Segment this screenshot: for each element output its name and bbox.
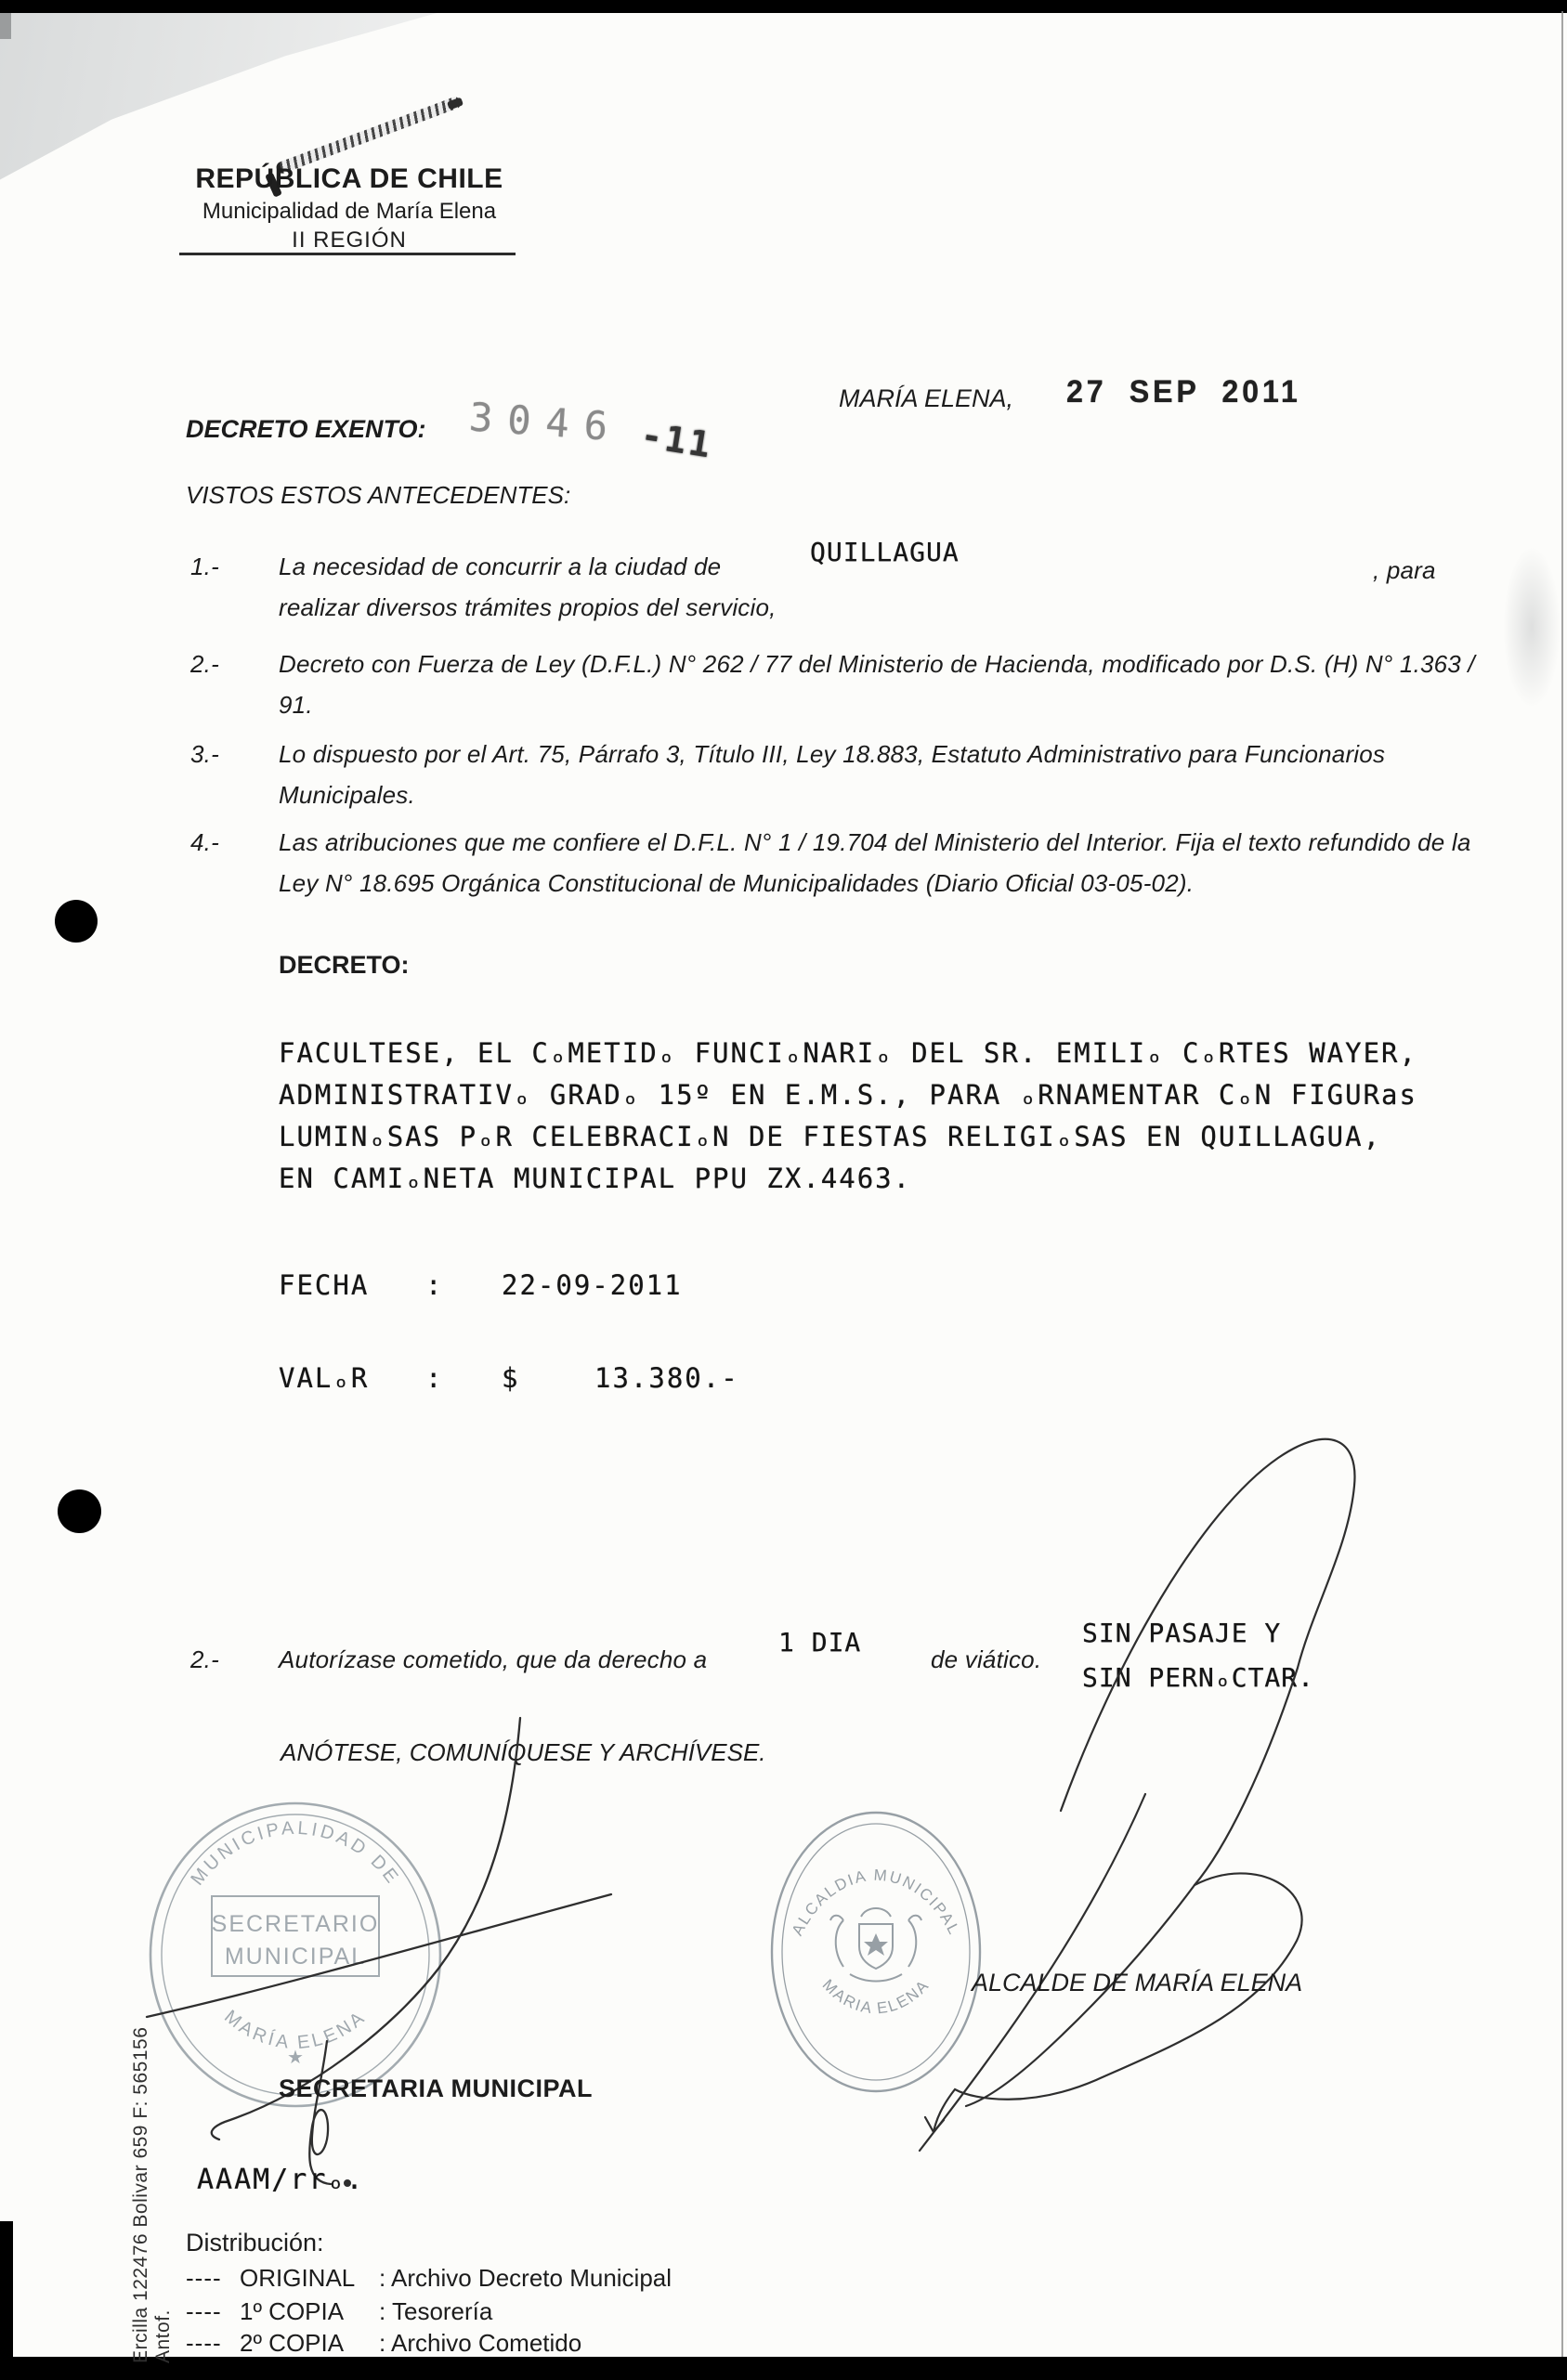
- alcaldia-seal-ring-bottom: MARIA ELENA: [818, 1975, 934, 2018]
- secretaria-seal: [150, 1803, 440, 2106]
- decreto-typed-line-3: LUMINₒSAS PₒR CELEBRACIₒN DE FIESTAS RELIGIₒSAS EN QUILLAGUA,: [279, 1121, 1382, 1152]
- cometido-note-line1-typed: SIN PASAJE Y: [1082, 1618, 1282, 1648]
- alcalde-title: ALCALDE DE MARÍA ELENA: [972, 1969, 1303, 1996]
- antecedente-1-text: La necesidad de concurrir a la ciudad de: [279, 553, 722, 580]
- antecedente-1-text-after: , para: [1373, 556, 1436, 584]
- secretaria-seal-box-line1: SECRETARIO: [211, 1911, 380, 1937]
- secretaria-title: SECRETARIA MUNICIPAL: [279, 2074, 593, 2102]
- distribution-title: Distribución:: [186, 2229, 324, 2256]
- antecedente-1-num: 1.-: [190, 553, 219, 580]
- valor-currency: $: [502, 1362, 520, 1394]
- decreto-typed-line-4: EN CAMIₒNETA MUNICIPAL PPU ZX.4463.: [279, 1163, 912, 1194]
- antecedente-3-text: Lo dispuesto por el Art. 75, Párrafo 3, Título III, Ley 18.883, Estatuto Administrativo para Funcionarios Municipales.: [279, 740, 1386, 809]
- valor-label: VALₒR: [279, 1362, 370, 1394]
- svg-text:ALCALDIA MUNICIPAL: [789, 1866, 964, 1939]
- distribution-destination: : Archivo Cometido: [379, 2329, 582, 2357]
- distribution-row: [186, 2266, 672, 2290]
- distribution-row: [186, 2331, 581, 2355]
- cometido-tail: de viático.: [931, 1645, 1042, 1673]
- decree-number-stamp: 3046: [467, 394, 624, 450]
- antecedente-3-num: 3.-: [190, 740, 219, 768]
- margin-print-note: Ercilla 122476 Bolivar 659 F: 565156 Antof.: [130, 2026, 174, 2363]
- letterhead-municipality: Municipalidad de María Elena: [202, 199, 497, 224]
- decreto-heading: DECRETO:: [279, 951, 410, 979]
- valor-value: 13.380.-: [594, 1362, 739, 1394]
- alcalde-signature: [920, 1439, 1354, 2151]
- distribution-copy-label: 2º COPIA: [240, 2329, 345, 2357]
- dateline-place: MARÍA ELENA,: [839, 384, 1014, 412]
- antecedente-2-num: 2.-: [190, 650, 219, 678]
- distribution-dash: ----: [186, 2297, 222, 2325]
- decreto-typed-line-2: ADMINISTRATIVₒ GRADₒ 15º EN E.M.S., PARA ₒRNAMENTAR CₒN FIGURas: [279, 1079, 1417, 1111]
- antecedente-1-city-typed: QUILLAGUA: [810, 537, 960, 567]
- antecedente-1-line2: realizar diversos trámites propios del servicio,: [279, 593, 777, 621]
- alcaldia-seal-ring-top: ALCALDIA MUNICIPAL: [788, 1866, 964, 1939]
- vistos-heading: VISTOS ESTOS ANTECEDENTES:: [186, 481, 571, 509]
- letterhead-country: REPÚBLICA DE CHILE: [195, 163, 503, 194]
- svg-text:MUNICIPALIDAD DE: [187, 1818, 403, 1890]
- distribution-destination: : Archivo Decreto Municipal: [379, 2264, 673, 2292]
- valor-colon: :: [425, 1362, 444, 1394]
- fecha-colon: :: [425, 1269, 444, 1301]
- drafting-initials: AAAM/rrₒ.: [197, 2164, 365, 2196]
- distribution-copy-label: 1º COPIA: [240, 2297, 345, 2325]
- coat-of-arms-icon: [830, 1908, 921, 1982]
- alcaldia-seal: [772, 1813, 980, 2091]
- decree-label: DECRETO EXENTO:: [186, 415, 426, 443]
- fecha-value: 22-09-2011: [502, 1269, 683, 1301]
- fecha-label: FECHA: [279, 1269, 370, 1301]
- decreto-typed-line-1: FACULTESE, EL CₒMETIDₒ FUNCIₒNARIₒ DEL SR. EMILIₒ CₒRTES WAYER,: [279, 1037, 1417, 1069]
- cometido-num: 2.-: [190, 1645, 219, 1673]
- letterhead-region: II REGIÓN: [292, 228, 407, 253]
- svg-text:MARÍA ELENA: [220, 2007, 371, 2053]
- antecedente-4-num: 4.-: [190, 828, 219, 856]
- distribution-dash: ----: [186, 2264, 222, 2292]
- distribution-copy-label: ORIGINAL: [240, 2264, 356, 2292]
- secretaria-seal-ring-top: MUNICIPALIDAD DE: [187, 1817, 404, 1890]
- secretaria-seal-box-line2: MUNICIPAL: [224, 1944, 367, 1970]
- distribution-destination: : Tesorería: [379, 2297, 493, 2325]
- distribution-dash: ----: [186, 2329, 222, 2357]
- secretaria-seal-ring-bottom: MARÍA ELENA: [220, 2006, 371, 2054]
- distribution-row: [186, 2299, 492, 2323]
- cometido-note-line2-typed: SIN PERNₒCTAR.: [1082, 1662, 1315, 1693]
- anotese-line: ANÓTESE, COMUNÍQUESE Y ARCHÍVESE.: [281, 1738, 766, 1766]
- cometido-lead: Autorízase cometido, que da derecho a: [279, 1645, 708, 1673]
- cometido-days-typed: 1 DIA: [778, 1627, 862, 1658]
- secretaria-seal-star-icon: ★: [287, 2048, 304, 2068]
- antecedente-2-text: Decreto con Fuerza de Ley (D.F.L.) N° 262 / 77 del Ministerio de Hacienda, modificado por D.S. (H) N° 1.363 / 91.: [279, 650, 1475, 719]
- antecedente-4-text: Las atribuciones que me confiere el D.F.L. N° 1 / 19.704 del Ministerio del Interior. Fija el texto refundido de la Ley N° 18.695 Orgánica Constitucional de Municipalidades (Diario Oficial 03-05-02).: [279, 828, 1471, 897]
- decree-year-stamp: -11: [638, 414, 716, 466]
- date-stamp: 27 SEP 2011: [1066, 374, 1301, 410]
